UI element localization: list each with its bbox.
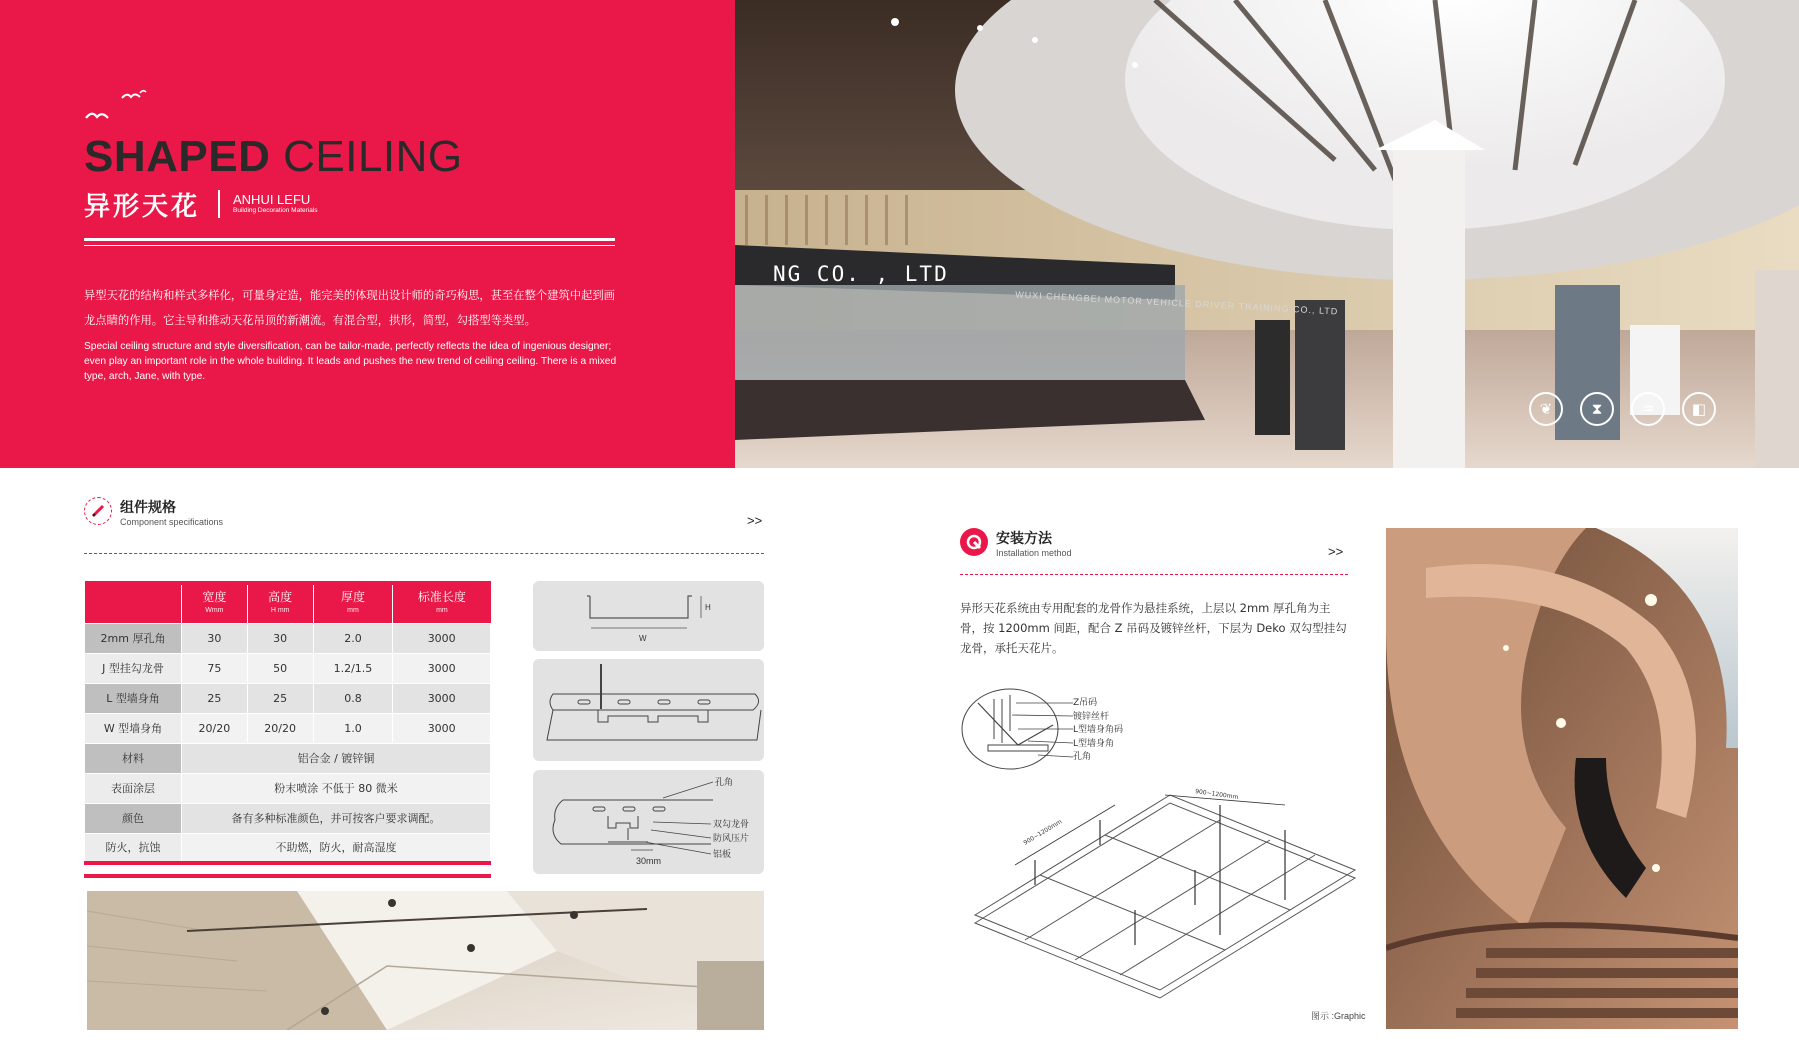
detail-diagram [958, 685, 1078, 775]
table-header-row [85, 583, 491, 623]
table-cell: 25 [247, 683, 313, 713]
section-title: 组件规格 [120, 500, 176, 516]
row-label: L 型墙身角 [85, 683, 182, 713]
col-header-length: 标准长度 mm [393, 583, 491, 623]
table-cell: 20/20 [247, 713, 313, 743]
ruler-icon [84, 497, 112, 525]
table-cell: 铝合金 / 镀锌铜 [182, 743, 491, 773]
table-cell: 备有多种标准颜色，并可按客户要求调配。 [182, 803, 491, 833]
height-label: H [705, 603, 711, 612]
table-cell: 3000 [393, 623, 491, 653]
section-subtitle: Installation method [996, 548, 1072, 558]
dimension-label: 900~1200mm [1022, 818, 1064, 847]
page-title-cn: 异形天花 [84, 192, 201, 222]
callout-hole-angle: 孔角 [1073, 752, 1092, 762]
detail-callouts [1073, 697, 1123, 765]
col-header-width: 宽度 Wmm [182, 583, 248, 623]
table-cell: 3000 [393, 683, 491, 713]
signboard-subtext: WUXI CHENGBEI MOTOR VEHICLE DRIVER TRAINING CO., LTD [1014, 289, 1339, 317]
table-row [85, 743, 491, 773]
divider [84, 245, 615, 246]
table-cell: 粉末喷涂 不低于 80 微米 [182, 773, 491, 803]
table-cell: 20/20 [182, 713, 248, 743]
table-cell: 30 [247, 623, 313, 653]
callout-plate: 铝板 [713, 850, 732, 860]
installation-text: 异形天花系统由专用配套的龙骨作为悬挂系统，上层以 2mm 厚孔角为主骨，按 1200mm 间距，配合 Z 吊码及镀锌丝杆，下层为 Deko 双勾型挂勾龙骨，承托天花片。 [960, 601, 1347, 655]
table-cell: 3000 [393, 653, 491, 683]
table-corner [85, 583, 182, 623]
antibacterial-badge [1628, 392, 1668, 429]
table-cell: 30 [182, 623, 248, 653]
more-arrow[interactable]: >> [1328, 544, 1344, 559]
dimension-label: 900~1200mm [1194, 788, 1239, 802]
components-header [84, 497, 764, 533]
table-row [85, 653, 491, 683]
feature-badges [1526, 392, 1719, 429]
speaker-icon: ◧ [1682, 392, 1716, 426]
table-row [85, 623, 491, 653]
callout-wind: 防风压片 [713, 834, 750, 844]
profile-diagram [533, 581, 764, 651]
row-label: W 型墙身角 [85, 713, 182, 743]
intro-text-en: Special ceiling structure and style diversification, can be tailor-made, perfectly reflects the idea of ingenious designer; even play an important role in the whole building. It leads and pushes the new trend of ceiling ceiling. There is a mixed type, arch, Jane, with type. [84, 341, 617, 382]
callout-wall-angle: L型墙身角 [1073, 738, 1115, 749]
col-header-thickness: 厚度 mm [313, 583, 393, 623]
table-row [85, 683, 491, 713]
graphic-caption: 图示 :Graphic [1311, 1011, 1366, 1021]
birds-icon [84, 88, 154, 128]
table-row [85, 713, 491, 743]
row-label: J 型挂勾龙骨 [85, 653, 182, 683]
signboard-text: NG CO. , LTD [773, 262, 949, 286]
brand-logo: ANHUI LEFU Building Decoration Materials [233, 192, 318, 214]
hourglass-icon: ⧗ [1580, 392, 1614, 426]
spec-table [84, 581, 491, 865]
leaf-icon: ❦ [1529, 392, 1563, 426]
intro-text-cn: 异型天花的结构和样式多样化，可量身定造，能完美的体现出设计师的奇巧构思，甚至在整个建筑中起到画龙点睛的作用。它主导和推动天花吊顶的新潮流。有混合型，拱形，简型，勾搭型等类型。 [84, 289, 615, 327]
callout-hole: 孔角 [715, 778, 734, 788]
table-cell: 75 [182, 653, 248, 683]
title-separator [218, 190, 220, 218]
table-row [85, 773, 491, 803]
row-label: 表面涂层 [85, 773, 182, 803]
more-arrow[interactable]: >> [747, 513, 763, 528]
section-subtitle: Component specifications [120, 517, 224, 527]
row-label: 防火，抗蚀 [85, 833, 182, 863]
divider [84, 238, 615, 241]
callout-keel: 双勾龙骨 [713, 820, 750, 830]
installation-header [960, 528, 1348, 564]
keel-diagram [533, 659, 764, 761]
table-cell: 25 [182, 683, 248, 713]
durability-badge [1577, 392, 1617, 429]
drop-icon: ♒ [1631, 392, 1665, 426]
grid-install-diagram [955, 785, 1360, 1000]
table-row [85, 803, 491, 833]
callout-angle-clip: L型墙身角码 [1073, 725, 1124, 735]
dashed-divider [84, 553, 764, 554]
table-footer-rule [84, 874, 491, 878]
page-title: SHAPED CEILING [84, 132, 463, 181]
soundproof-badge [1679, 392, 1719, 429]
table-cell: 1.0 [313, 713, 393, 743]
col-header-height: 高度 H mm [247, 583, 313, 623]
table-cell: 50 [247, 653, 313, 683]
width-label: W [639, 634, 647, 643]
row-label: 2mm 厚孔角 [85, 623, 182, 653]
hero-panel [0, 0, 735, 468]
table-cell: 0.8 [313, 683, 393, 713]
dashed-divider [960, 574, 1348, 575]
wrench-icon [960, 528, 988, 556]
table-cell: 不助燃，防火，耐高湿度 [182, 833, 491, 863]
section-diagram [533, 770, 764, 874]
table-cell: 3000 [393, 713, 491, 743]
table-cell: 2.0 [313, 623, 393, 653]
lobby-photo [735, 0, 1799, 468]
table-cell: 1.2/1.5 [313, 653, 393, 683]
row-label: 材料 [85, 743, 182, 773]
callout-rod: 镀锌丝杆 [1073, 711, 1110, 722]
callout-z-hanger: Z吊码 [1073, 698, 1098, 708]
section-title: 安装方法 [996, 531, 1052, 547]
ceiling-photo [87, 891, 764, 1030]
row-label: 颜色 [85, 803, 182, 833]
stair-photo [1386, 528, 1738, 1029]
dimension-30: 30mm [636, 856, 662, 866]
table-row [85, 833, 491, 863]
eco-badge [1526, 392, 1566, 429]
